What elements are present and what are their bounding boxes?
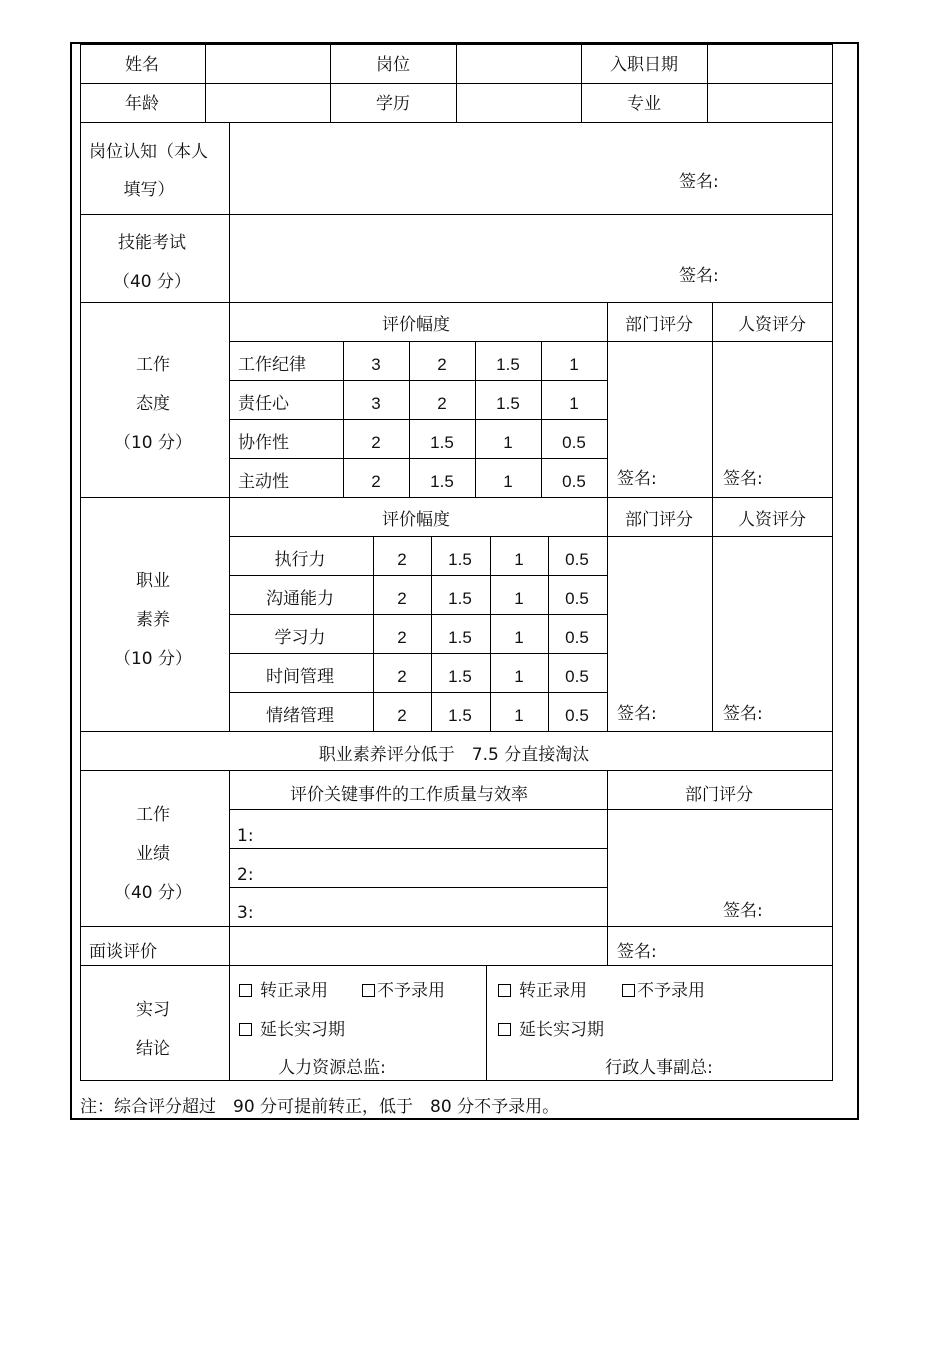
score-cell: 2 [371, 433, 381, 452]
option-label: 延长实习期 [519, 1020, 604, 1040]
grid-line [330, 44, 331, 122]
score-cell: 0.5 [565, 550, 589, 569]
performance-label: 工作 [136, 805, 170, 825]
checkbox-icon[interactable] [362, 984, 375, 997]
grid-line [475, 341, 476, 497]
quality-scale-header: 评价幅度 [382, 510, 450, 530]
grid-line [229, 458, 607, 459]
quality-item: 学习力 [274, 628, 326, 648]
score-cell: 1.5 [448, 628, 472, 647]
education-label: 学历 [376, 94, 410, 114]
grid-line [607, 302, 608, 497]
grid-line [229, 692, 607, 693]
option-label: 延长实习期 [260, 1020, 345, 1040]
score-cell: 0.5 [562, 472, 586, 491]
form-frame [70, 42, 859, 1120]
score-cell: 2 [397, 667, 407, 686]
grid-line [229, 848, 607, 849]
quality-label: 职业 [136, 571, 170, 591]
attitude-label-2: 态度 [136, 394, 170, 414]
performance-dept-header: 部门评分 [685, 785, 753, 805]
grid-line [229, 770, 230, 1081]
admin-vp-signer: 行政人事副总: [605, 1058, 713, 1078]
grid-line [80, 214, 833, 215]
option-label: 不予录用 [377, 981, 445, 1001]
grid-line [80, 302, 833, 303]
attitude-score-label: （10 分） [113, 433, 193, 453]
grid-line [229, 575, 607, 576]
score-cell: 2 [437, 394, 447, 413]
score-cell: 1.5 [448, 706, 472, 725]
attitude-dept-sign: 签名: [617, 469, 657, 489]
grid-line [229, 809, 833, 810]
performance-item: 3: [237, 903, 254, 923]
checkbox-icon[interactable] [498, 1023, 511, 1036]
quality-hr-sign: 签名: [723, 704, 763, 724]
score-cell: 1 [514, 628, 524, 647]
attitude-item: 工作纪律 [238, 355, 306, 375]
score-cell: 3 [371, 355, 381, 374]
footnote: 注：综合评分超过 90 分可提前转正，低于 80 分不予录用。 [80, 1097, 560, 1117]
grid-line [80, 770, 833, 771]
grid-line [456, 44, 457, 122]
grid-line [431, 536, 432, 731]
option-label: 转正录用 [519, 981, 587, 1001]
score-cell: 1.5 [430, 433, 454, 452]
performance-item: 2: [237, 865, 254, 885]
conclusion-label: 实习 [136, 1000, 170, 1020]
score-cell: 2 [397, 628, 407, 647]
checkbox-icon[interactable] [239, 1023, 252, 1036]
quality-hr-header: 人资评分 [738, 510, 806, 530]
score-cell: 3 [371, 394, 381, 413]
conclusion-label-2: 结论 [136, 1039, 170, 1059]
skill-sign: 签名: [679, 266, 719, 286]
grid-line [80, 926, 833, 927]
grid-line [581, 44, 582, 122]
grid-line [490, 536, 491, 731]
performance-label-2: 业绩 [136, 844, 170, 864]
checkbox-icon[interactable] [622, 984, 635, 997]
grid-line [229, 536, 833, 537]
grid-line [80, 965, 833, 966]
vp-option-regular[interactable] [498, 981, 587, 1001]
score-cell: 1.5 [448, 589, 472, 608]
quality-dept-sign: 签名: [617, 704, 657, 724]
grid-line [712, 302, 713, 497]
hr-director-signer: 人力资源总监: [278, 1058, 386, 1078]
grid-line [80, 497, 833, 498]
hr-option-regular[interactable] [239, 981, 328, 1001]
performance-item: 1: [237, 826, 254, 846]
grid-line [607, 770, 608, 965]
performance-criteria-header: 评价关键事件的工作质量与效率 [290, 785, 528, 805]
score-cell: 1.5 [430, 472, 454, 491]
grid-line [541, 341, 542, 497]
attitude-item: 责任心 [238, 394, 289, 414]
grid-line [229, 122, 230, 732]
score-cell: 2 [437, 355, 447, 374]
hr-option-extend[interactable] [239, 1020, 345, 1040]
grid-line [409, 341, 410, 497]
grid-line [229, 614, 607, 615]
attitude-label: 工作 [136, 355, 170, 375]
quality-dept-header: 部门评分 [625, 510, 693, 530]
grid-line [712, 497, 713, 731]
interview-label: 面谈评价 [89, 942, 157, 962]
option-label: 不予录用 [637, 981, 705, 1001]
attitude-dept-header: 部门评分 [625, 315, 693, 335]
score-cell: 2 [397, 706, 407, 725]
attitude-hr-header: 人资评分 [738, 315, 806, 335]
score-cell: 1.5 [496, 355, 520, 374]
score-cell: 1 [514, 589, 524, 608]
grid-line [707, 44, 708, 122]
score-cell: 1 [514, 706, 524, 725]
name-label: 姓名 [125, 55, 159, 75]
score-cell: 1.5 [448, 550, 472, 569]
grid-line [373, 536, 374, 731]
grid-line [205, 44, 206, 122]
score-cell: 1.5 [496, 394, 520, 413]
age-label: 年龄 [125, 94, 159, 114]
score-cell: 0.5 [565, 706, 589, 725]
quality-item: 执行力 [274, 550, 326, 570]
score-cell: 1 [514, 667, 524, 686]
performance-sign: 签名: [723, 901, 763, 921]
position-label: 岗位 [376, 55, 410, 75]
score-cell: 2 [371, 472, 381, 491]
hr-option-reject[interactable] [362, 981, 445, 1001]
checkbox-icon[interactable] [498, 984, 511, 997]
grid-line [229, 887, 607, 888]
attitude-scale-header: 评价幅度 [382, 315, 450, 335]
score-cell: 1.5 [448, 667, 472, 686]
quality-label-2: 素养 [136, 610, 170, 630]
grid-line [229, 653, 607, 654]
grid-line [343, 341, 344, 497]
grid-line [80, 44, 81, 1081]
score-cell: 2 [397, 589, 407, 608]
grid-line [229, 419, 607, 420]
grid-line [486, 965, 487, 1081]
score-cell: 2 [397, 550, 407, 569]
checkbox-icon[interactable] [239, 984, 252, 997]
score-cell: 1 [514, 550, 524, 569]
attitude-item: 协作性 [238, 433, 289, 453]
grid-line [607, 497, 608, 731]
elimination-rule-note: 职业素养评分低于 7.5 分直接淘汰 [318, 745, 590, 765]
attitude-hr-sign: 签名: [723, 469, 763, 489]
score-cell: 0.5 [562, 433, 586, 452]
score-cell: 1 [503, 433, 513, 452]
grid-line [548, 536, 549, 731]
vp-option-reject[interactable] [622, 981, 705, 1001]
grid-line [229, 380, 607, 381]
quality-item: 情绪管理 [266, 706, 334, 726]
score-cell: 1 [569, 394, 579, 413]
performance-score-label: （40 分） [113, 883, 193, 903]
quality-item: 沟通能力 [266, 589, 334, 609]
cognition-sign: 签名: [679, 172, 719, 192]
attitude-item: 主动性 [238, 472, 289, 492]
vp-option-extend[interactable] [498, 1020, 604, 1040]
grid-line [80, 731, 833, 732]
grid-line [80, 1080, 833, 1081]
quality-item: 时间管理 [266, 667, 334, 687]
cognition-label-2: 填写） [123, 180, 175, 200]
skill-label: 技能考试 [118, 233, 186, 253]
score-cell: 1 [503, 472, 513, 491]
option-label: 转正录用 [260, 981, 328, 1001]
skill-score-label: （40 分） [112, 272, 192, 292]
score-cell: 1 [569, 355, 579, 374]
score-cell: 0.5 [565, 667, 589, 686]
score-cell: 0.5 [565, 589, 589, 608]
grid-line [229, 341, 833, 342]
interview-sign: 签名: [617, 942, 657, 962]
grid-line [80, 122, 833, 123]
quality-score-label: （10 分） [113, 649, 193, 669]
cognition-label: 岗位认知（本人 [89, 142, 208, 162]
grid-line [832, 44, 833, 1081]
join-date-label: 入职日期 [610, 55, 678, 75]
score-cell: 0.5 [565, 628, 589, 647]
major-label: 专业 [627, 94, 661, 114]
